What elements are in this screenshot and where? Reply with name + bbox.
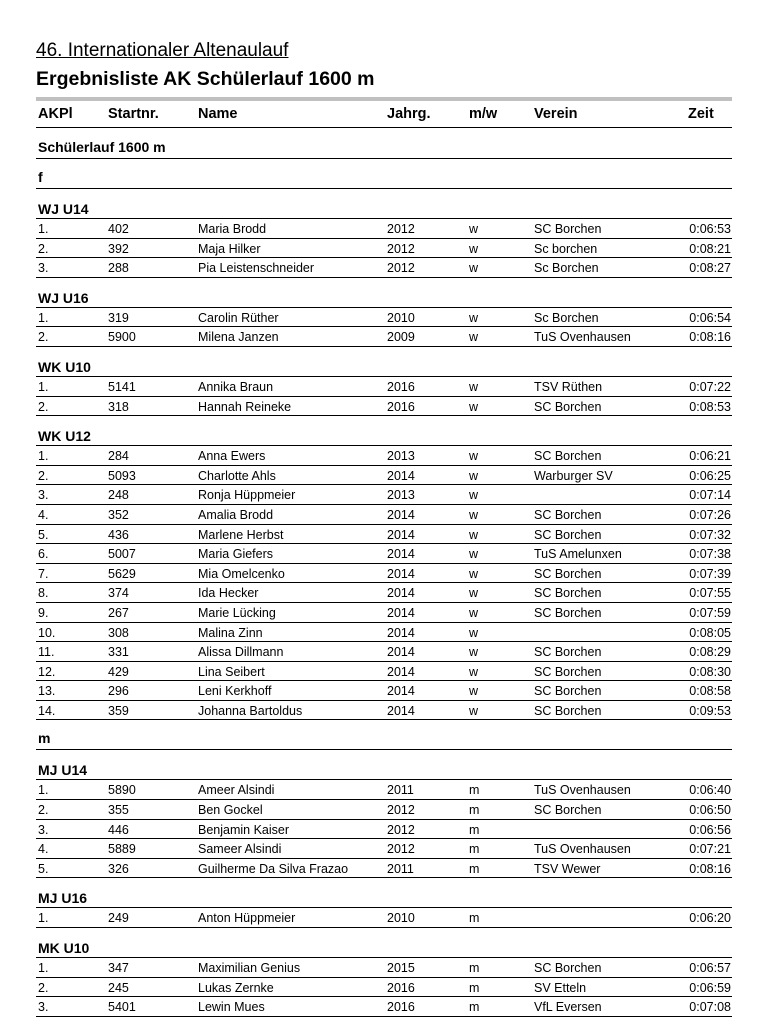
- cell-zeit: 0:07:55: [689, 586, 731, 601]
- cell-verein: SC Borchen: [534, 703, 602, 718]
- header-verein: Verein: [534, 106, 578, 122]
- table-row: [36, 239, 732, 259]
- cell-gender: w: [469, 625, 479, 640]
- cell-verein: SC Borchen: [534, 527, 602, 542]
- cell-name: Anna Ewers: [198, 449, 266, 464]
- cell-startnr: 5629: [108, 566, 136, 581]
- cell-startnr: 296: [108, 684, 129, 699]
- table-row: [36, 485, 732, 505]
- cell-verein: SC Borchen: [534, 645, 602, 660]
- cell-gender: w: [469, 586, 479, 601]
- cell-name: Benjamin Kaiser: [198, 822, 290, 837]
- cell-verein: VfL Eversen: [534, 1000, 602, 1015]
- cell-startnr: 392: [108, 241, 129, 256]
- cell-zeit: 0:06:40: [689, 783, 731, 798]
- cell-akpl: 11.: [38, 645, 55, 660]
- section-label: m: [38, 730, 51, 747]
- cell-zeit: 0:09:53: [689, 703, 731, 718]
- cell-jahrgang: 2010: [387, 310, 415, 325]
- section-label: f: [38, 169, 43, 185]
- cell-akpl: 10.: [38, 625, 56, 640]
- cell-startnr: 267: [108, 605, 129, 620]
- cell-gender: w: [469, 547, 479, 562]
- table-row: [36, 623, 732, 643]
- table-row: [36, 446, 732, 466]
- cell-akpl: 1.: [38, 911, 49, 926]
- cell-akpl: 1.: [38, 310, 49, 325]
- cell-gender: w: [469, 241, 479, 256]
- cell-akpl: 3.: [38, 822, 49, 837]
- cell-startnr: 352: [108, 507, 129, 522]
- cell-jahrgang: 2012: [387, 261, 415, 276]
- cell-zeit: 0:07:21: [689, 842, 731, 857]
- cell-name: Maja Hilker: [198, 241, 261, 256]
- header-startnr: Startnr.: [108, 106, 159, 122]
- cell-startnr: 319: [108, 310, 129, 325]
- cell-jahrgang: 2014: [387, 566, 415, 581]
- table-row: [36, 544, 732, 564]
- cell-verein: Sc Borchen: [534, 261, 599, 276]
- header-zeit: Zeit: [688, 106, 714, 122]
- cell-akpl: 2.: [38, 241, 49, 256]
- table-row: [36, 997, 732, 1017]
- cell-akpl: 3.: [38, 1000, 49, 1015]
- cell-name: Hannah Reineke: [198, 399, 292, 414]
- cell-jahrgang: 2015: [387, 961, 415, 976]
- section-label: Schülerlauf 1600 m: [38, 139, 166, 155]
- cell-verein: TuS Ovenhausen: [534, 842, 631, 857]
- cell-startnr: 5141: [108, 379, 136, 394]
- cell-name: Charlotte Ahls: [198, 468, 276, 483]
- cell-zeit: 0:08:21: [689, 241, 731, 256]
- table-row: [36, 308, 732, 328]
- age-group-heading: [36, 278, 732, 308]
- cell-name: Johanna Bartoldus: [198, 703, 303, 718]
- cell-name: Annika Braun: [198, 379, 274, 394]
- cell-startnr: 446: [108, 822, 129, 837]
- cell-gender: w: [469, 703, 479, 718]
- cell-akpl: 2.: [38, 399, 49, 414]
- cell-verein: TSV Wewer: [534, 861, 601, 876]
- cell-akpl: 5.: [38, 527, 49, 542]
- cell-zeit: 0:07:08: [689, 1000, 731, 1015]
- cell-gender: w: [469, 684, 479, 699]
- cell-gender: m: [469, 842, 480, 857]
- table-row: [36, 681, 732, 701]
- cell-jahrgang: 2012: [387, 803, 415, 818]
- table-row: [36, 564, 732, 584]
- cell-jahrgang: 2012: [387, 822, 415, 837]
- cell-jahrgang: 2013: [387, 488, 415, 503]
- cell-gender: m: [469, 783, 480, 798]
- header-akpl: AKPl: [38, 106, 73, 122]
- cell-zeit: 0:07:22: [689, 379, 731, 394]
- cell-verein: SC Borchen: [534, 449, 602, 464]
- cell-zeit: 0:07:32: [689, 527, 731, 542]
- section-heading: [36, 720, 732, 750]
- table-row: [36, 662, 732, 682]
- cell-startnr: 5900: [108, 330, 136, 345]
- cell-startnr: 331: [108, 645, 129, 660]
- cell-jahrgang: 2016: [387, 1000, 415, 1015]
- cell-akpl: 2.: [38, 980, 49, 995]
- cell-gender: w: [469, 605, 479, 620]
- cell-name: Alissa Dillmann: [198, 645, 284, 660]
- cell-startnr: 245: [108, 980, 129, 995]
- cell-verein: Warburger SV: [534, 468, 613, 483]
- cell-jahrgang: 2014: [387, 468, 415, 483]
- cell-zeit: 0:08:16: [689, 330, 731, 345]
- table-row: [36, 701, 732, 721]
- cell-gender: w: [469, 664, 479, 679]
- cell-startnr: 284: [108, 449, 129, 464]
- table-row: [36, 859, 732, 879]
- cell-jahrgang: 2014: [387, 586, 415, 601]
- cell-startnr: 374: [108, 586, 129, 601]
- results-table-body: [36, 129, 732, 1017]
- cell-gender: w: [469, 379, 479, 394]
- cell-akpl: 1.: [38, 961, 49, 976]
- cell-akpl: 3.: [38, 488, 49, 503]
- cell-name: Lina Seibert: [198, 664, 265, 679]
- cell-verein: SC Borchen: [534, 566, 602, 581]
- cell-name: Carolin Rüther: [198, 310, 279, 325]
- cell-akpl: 1.: [38, 449, 49, 464]
- cell-jahrgang: 2014: [387, 684, 415, 699]
- cell-gender: w: [469, 566, 479, 581]
- cell-akpl: 14.: [38, 703, 56, 718]
- cell-akpl: 1.: [38, 222, 49, 236]
- cell-startnr: 326: [108, 861, 129, 876]
- cell-jahrgang: 2014: [387, 645, 415, 660]
- cell-verein: SC Borchen: [534, 684, 602, 699]
- cell-name: Mia Omelcenko: [198, 566, 285, 581]
- age-group-heading: [36, 878, 732, 908]
- cell-verein: TuS Ovenhausen: [534, 783, 631, 798]
- table-row: [36, 642, 732, 662]
- cell-name: Leni Kerkhoff: [198, 684, 272, 699]
- cell-zeit: 0:06:59: [689, 980, 731, 995]
- cell-gender: w: [469, 468, 479, 483]
- table-row: [36, 800, 732, 820]
- cell-startnr: 402: [108, 222, 129, 236]
- cell-akpl: 4.: [38, 842, 49, 857]
- cell-akpl: 2.: [38, 803, 49, 818]
- cell-jahrgang: 2016: [387, 379, 415, 394]
- cell-gender: m: [469, 980, 480, 995]
- cell-gender: w: [469, 449, 479, 464]
- cell-zeit: 0:07:26: [689, 507, 731, 522]
- cell-akpl: 5.: [38, 861, 49, 876]
- cell-startnr: 5401: [108, 1000, 136, 1015]
- table-row: [36, 377, 732, 397]
- cell-jahrgang: 2009: [387, 330, 415, 345]
- cell-name: Guilherme Da Silva Frazao: [198, 861, 349, 876]
- cell-zeit: 0:06:50: [689, 803, 731, 818]
- cell-jahrgang: 2010: [387, 911, 415, 926]
- table-row: [36, 839, 732, 859]
- cell-jahrgang: 2012: [387, 842, 415, 857]
- cell-zeit: 0:07:38: [689, 547, 731, 562]
- cell-zeit: 0:08:05: [689, 625, 731, 640]
- cell-verein: SC Borchen: [534, 961, 602, 976]
- cell-gender: w: [469, 310, 479, 325]
- table-row: [36, 466, 732, 486]
- cell-gender: m: [469, 803, 480, 818]
- cell-akpl: 2.: [38, 330, 49, 345]
- cell-verein: SC Borchen: [534, 803, 602, 818]
- cell-verein: TuS Amelunxen: [534, 547, 622, 562]
- cell-name: Lukas Zernke: [198, 980, 274, 995]
- cell-name: Pia Leistenschneider: [198, 261, 315, 276]
- table-row: [36, 603, 732, 623]
- cell-startnr: 5889: [108, 842, 136, 857]
- cell-startnr: 5890: [108, 783, 136, 798]
- age-group-label: WJ U16: [38, 289, 89, 306]
- cell-akpl: 9.: [38, 605, 49, 620]
- cell-zeit: 0:08:58: [689, 684, 731, 699]
- cell-gender: w: [469, 527, 479, 542]
- cell-startnr: 429: [108, 664, 129, 679]
- cell-gender: m: [469, 861, 480, 876]
- cell-gender: w: [469, 645, 479, 660]
- age-group-label: WK U10: [38, 358, 91, 375]
- cell-startnr: 288: [108, 261, 129, 276]
- cell-jahrgang: 2016: [387, 399, 415, 414]
- cell-name: Ronja Hüppmeier: [198, 488, 296, 503]
- results-list-title: Ergebnisliste AK Schülerlauf 1600 m: [36, 68, 375, 90]
- cell-akpl: 1.: [38, 379, 49, 394]
- header-divider-bar: [36, 97, 732, 101]
- cell-akpl: 13.: [38, 684, 56, 699]
- cell-verein: Sc borchen: [534, 241, 598, 256]
- cell-gender: m: [469, 911, 480, 926]
- cell-jahrgang: 2016: [387, 980, 415, 995]
- cell-zeit: 0:06:53: [689, 222, 731, 236]
- cell-gender: w: [469, 488, 479, 503]
- cell-verein: SC Borchen: [534, 664, 602, 679]
- age-group-label: WJ U14: [38, 201, 89, 217]
- cell-jahrgang: 2012: [387, 241, 415, 256]
- cell-zeit: 0:06:25: [689, 468, 731, 483]
- age-group-heading: [36, 750, 732, 780]
- cell-verein: SC Borchen: [534, 399, 602, 414]
- cell-startnr: 248: [108, 488, 129, 503]
- cell-name: Malina Zinn: [198, 625, 263, 640]
- cell-name: Maria Giefers: [198, 547, 274, 562]
- cell-startnr: 5007: [108, 547, 136, 562]
- cell-zeit: 0:08:27: [689, 261, 731, 276]
- table-row: [36, 978, 732, 998]
- cell-name: Marlene Herbst: [198, 527, 284, 542]
- age-group-heading: [36, 189, 732, 219]
- cell-zeit: 0:07:39: [689, 566, 731, 581]
- event-title: 46. Internationaler Altenaulauf: [36, 40, 289, 61]
- cell-name: Amalia Brodd: [198, 507, 274, 522]
- cell-jahrgang: 2012: [387, 222, 415, 236]
- cell-verein: SC Borchen: [534, 507, 602, 522]
- cell-akpl: 3.: [38, 261, 49, 276]
- cell-startnr: 308: [108, 625, 129, 640]
- cell-gender: m: [469, 961, 480, 976]
- cell-verein: TuS Ovenhausen: [534, 330, 631, 345]
- cell-gender: w: [469, 399, 479, 414]
- cell-zeit: 0:06:56: [689, 822, 731, 837]
- cell-startnr: 318: [108, 399, 129, 414]
- age-group-heading: [36, 347, 732, 377]
- age-group-label: MK U10: [38, 940, 90, 957]
- cell-gender: w: [469, 222, 479, 236]
- cell-name: Lewin Mues: [198, 1000, 265, 1015]
- cell-verein: Sc Borchen: [534, 310, 599, 325]
- cell-akpl: 1.: [38, 783, 49, 798]
- cell-name: Maximilian Genius: [198, 961, 301, 976]
- cell-akpl: 6.: [38, 547, 49, 562]
- cell-gender: m: [469, 822, 480, 837]
- cell-startnr: 5093: [108, 468, 136, 483]
- cell-name: Sameer Alsindi: [198, 842, 282, 857]
- table-row: [36, 327, 732, 347]
- cell-name: Marie Lücking: [198, 605, 276, 620]
- table-row: [36, 525, 732, 545]
- cell-name: Ben Gockel: [198, 803, 263, 818]
- cell-zeit: 0:06:20: [689, 911, 731, 926]
- age-group-heading: [36, 928, 732, 958]
- cell-zeit: 0:08:29: [689, 645, 731, 660]
- cell-verein: SC Borchen: [534, 222, 602, 236]
- cell-zeit: 0:08:16: [689, 861, 731, 876]
- cell-jahrgang: 2011: [387, 861, 414, 876]
- cell-name: Ida Hecker: [198, 586, 259, 601]
- cell-startnr: 355: [108, 803, 129, 818]
- cell-gender: m: [469, 1000, 480, 1015]
- header-name: Name: [198, 106, 238, 122]
- cell-jahrgang: 2014: [387, 507, 415, 522]
- table-row: [36, 258, 732, 278]
- cell-verein: SV Etteln: [534, 980, 587, 995]
- cell-name: Maria Brodd: [198, 222, 267, 236]
- cell-gender: w: [469, 261, 479, 276]
- cell-jahrgang: 2011: [387, 783, 414, 798]
- cell-zeit: 0:06:54: [689, 310, 731, 325]
- cell-verein: SC Borchen: [534, 586, 602, 601]
- cell-name: Milena Janzen: [198, 330, 279, 345]
- table-header: [36, 103, 732, 128]
- cell-jahrgang: 2014: [387, 664, 415, 679]
- table-row: [36, 219, 732, 239]
- cell-startnr: 436: [108, 527, 129, 542]
- table-row: [36, 908, 732, 928]
- cell-zeit: 0:06:21: [689, 449, 731, 464]
- cell-gender: w: [469, 330, 479, 345]
- cell-jahrgang: 2014: [387, 527, 415, 542]
- cell-verein: TSV Rüthen: [534, 379, 603, 394]
- section-heading: [36, 159, 732, 189]
- age-group-heading: [36, 416, 732, 446]
- cell-startnr: 359: [108, 703, 129, 718]
- age-group-label: MJ U16: [38, 890, 88, 907]
- cell-jahrgang: 2013: [387, 449, 415, 464]
- cell-akpl: 2.: [38, 468, 49, 483]
- cell-akpl: 4.: [38, 507, 49, 522]
- cell-jahrgang: 2014: [387, 703, 415, 718]
- cell-zeit: 0:08:53: [689, 399, 731, 414]
- cell-akpl: 12.: [38, 664, 56, 679]
- cell-zeit: 0:07:14: [689, 488, 731, 503]
- cell-verein: SC Borchen: [534, 605, 602, 620]
- cell-name: Anton Hüppmeier: [198, 911, 296, 926]
- cell-zeit: 0:06:57: [689, 961, 731, 976]
- table-row: [36, 958, 732, 978]
- age-group-label: MJ U14: [38, 762, 88, 779]
- cell-startnr: 249: [108, 911, 129, 926]
- cell-gender: w: [469, 507, 479, 522]
- cell-zeit: 0:08:30: [689, 664, 731, 679]
- table-row: [36, 397, 732, 417]
- section-heading: [36, 129, 732, 159]
- table-row: [36, 820, 732, 840]
- cell-jahrgang: 2014: [387, 605, 415, 620]
- table-row: [36, 505, 732, 525]
- table-row: [36, 583, 732, 603]
- cell-name: Ameer Alsindi: [198, 783, 275, 798]
- cell-akpl: 7.: [38, 566, 49, 581]
- header-gender: m/w: [469, 106, 498, 122]
- cell-akpl: 8.: [38, 586, 49, 601]
- cell-zeit: 0:07:59: [689, 605, 731, 620]
- age-group-label: WK U12: [38, 428, 91, 445]
- cell-startnr: 347: [108, 961, 129, 976]
- cell-jahrgang: 2014: [387, 547, 415, 562]
- header-jahrgang: Jahrg.: [387, 106, 431, 122]
- table-row: [36, 780, 732, 800]
- cell-jahrgang: 2014: [387, 625, 415, 640]
